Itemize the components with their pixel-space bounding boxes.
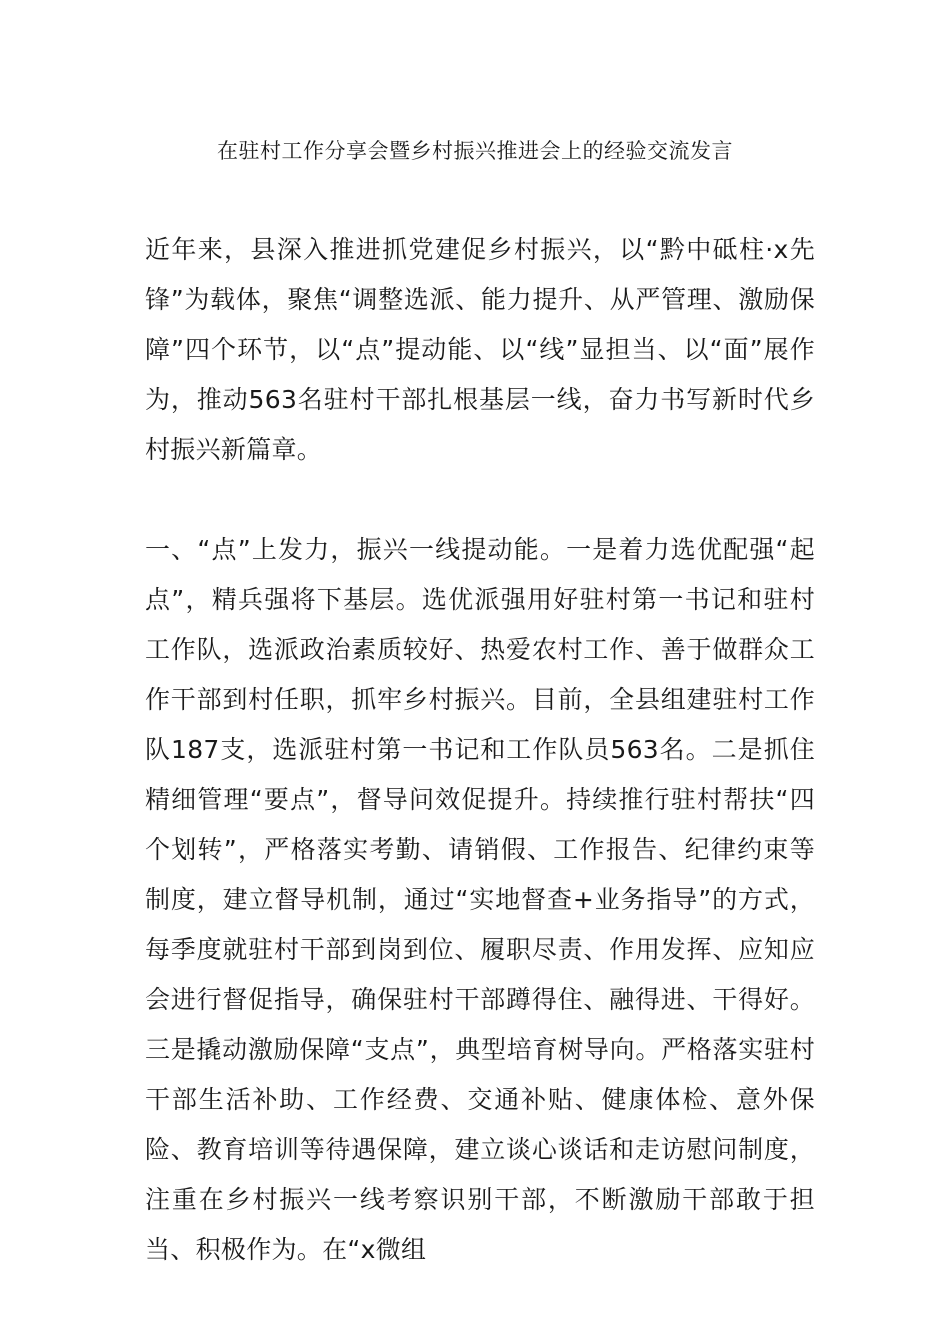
section-one-paragraph: 一、“点”上发力，振兴一线提动能。一是着力选优配强“起点”，精兵强将下基层。选优派强用好驻村第一书记和驻村工作队，选派政治素质较好、热爱农村工作、善于做群众工作干部到村任职，抓牢乡村振兴。目前，全县组建驻村工作队187支，选派驻村第一书记和工作队员563名。二是抓住精细管理“要点”，督导问效促提升。持续推行驻村帮扶“四个划转”，严格落实考勤、请销假、工作报告、纪律约束等制度，建立督导机制，通过“实地督查+业务指导”的方式，每季度就驻村干部到岗到位、履职尽责、作用发挥、应知应会进行督促指导，确保驻村干部蹲得住、融得进、干得好。三是撬动激励保障“支点”，典型培育树导向。严格落实驻村干部生活补助、工作经费、交通补贴、健康体检、意外保险、教育培训等待遇保障，建立谈心谈话和走访慰问制度，注重在乡村振兴一线考察识别干部，不断激励干部敢于担当、积极作为。在“x微组 xyxy=(145,535,815,1264)
document-title: 在驻村工作分享会暨乡村振兴推进会上的经验交流发言 xyxy=(217,139,733,163)
intro-paragraph: 近年来，县深入推进抓党建促乡村振兴，以“黔中砥柱·x先锋”为载体，聚焦“调整选派、能力提升、从严管理、激励保障”四个环节，以“点”提动能、以“线”显担当、以“面”展作为，推动563名驻村干部扎根基层一线，奋力书写新时代乡村振兴新篇章。 xyxy=(145,235,815,464)
